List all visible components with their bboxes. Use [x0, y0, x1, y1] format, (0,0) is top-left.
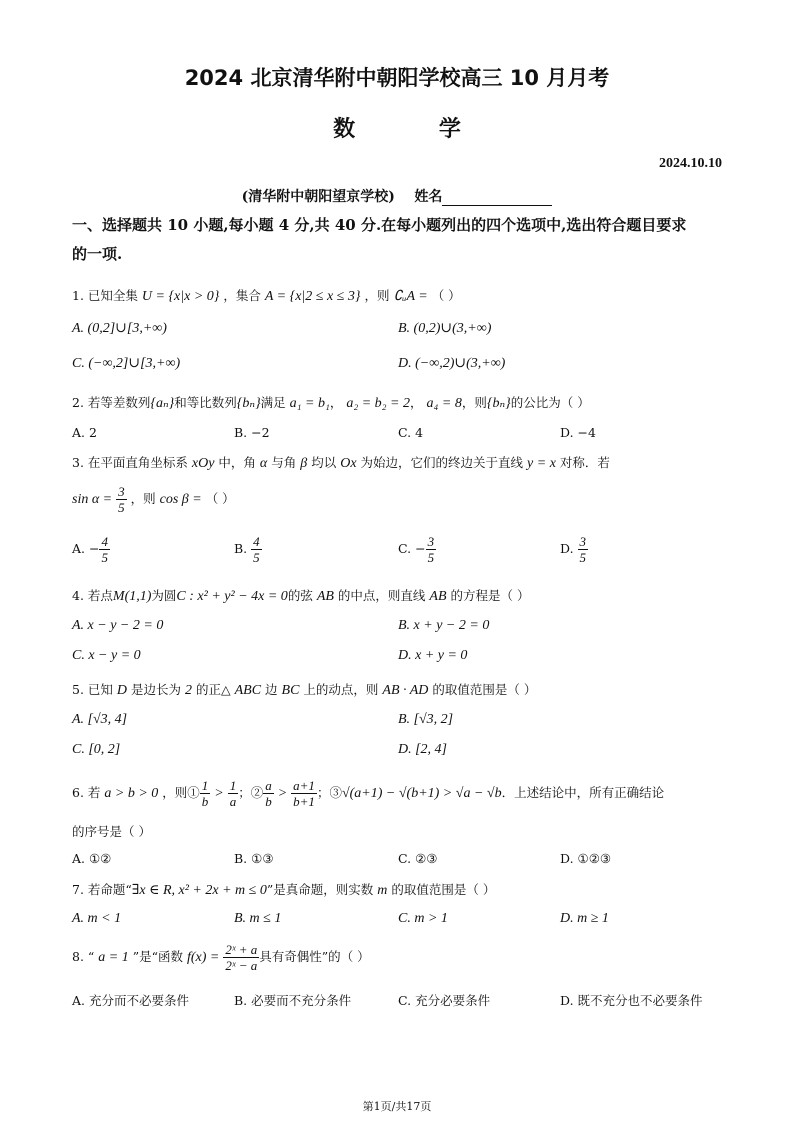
exam-date: 2024.10.10: [659, 156, 722, 171]
q4-text: 的方程是（ ）: [450, 588, 530, 603]
q6-frac-1: [200, 778, 211, 809]
page-number: 第1页/共17页: [362, 1100, 432, 1113]
option-fraction: [578, 534, 589, 565]
q5-triangle: ABC: [234, 683, 262, 698]
q2-text: ，: [329, 395, 343, 410]
q1-complement: ∁ᵤA =: [393, 289, 428, 304]
q2-eq2: a₂ = b₂ = 2: [346, 396, 410, 411]
q1-option-b[interactable]: B. (0,2)∪(3,+∞): [398, 321, 492, 336]
q5-side-bc: BC: [281, 683, 300, 698]
q3-ox: Ox: [340, 456, 357, 471]
q3-fraction: [116, 484, 127, 515]
fraction-numerator: 4: [253, 534, 260, 549]
q2-option-d[interactable]: D. −4: [560, 425, 596, 440]
q5-text: 的取值范围是（ ）: [432, 682, 537, 697]
question-3-stem: [72, 453, 610, 472]
fraction-denominator: 5: [579, 550, 587, 565]
school-line: [0, 186, 794, 206]
q8-text: 8. “: [72, 949, 95, 964]
fraction-denominator: 5: [427, 550, 435, 565]
q6-text: ．上述结论中，所有正确结论: [501, 785, 665, 800]
option-sign: −: [89, 541, 100, 556]
q3-sin: sin α =: [72, 492, 113, 507]
q7-text: 的取值范围是（ ）: [391, 882, 496, 897]
q6-frac-2: [228, 778, 239, 809]
q3-text: 与角: [271, 455, 297, 470]
q6-text: ；②: [238, 785, 264, 800]
q4-ab: AB: [429, 589, 447, 604]
q6-sqrt-ineq: √(a+1) − √(b+1) > √a − √b: [341, 786, 502, 801]
option-label: A.: [72, 541, 86, 556]
q8-condition: a = 1: [98, 950, 129, 965]
q6-text: ，则①: [162, 785, 200, 800]
q5-text: 的正△: [195, 682, 231, 697]
q5-text: 边: [265, 682, 278, 697]
q3-beta: β: [300, 456, 308, 471]
q3-option-d[interactable]: [560, 534, 588, 565]
q7-option-c[interactable]: C. m > 1: [398, 911, 448, 926]
fraction-denominator: a: [229, 794, 237, 809]
q5-point-d: D: [116, 683, 128, 698]
fraction-numerator: 3: [118, 484, 125, 499]
question-3-stem-line2: [72, 484, 235, 515]
name-label: 姓名: [414, 189, 443, 205]
q3-coord: xOy: [191, 456, 215, 471]
q7-m: m: [377, 883, 388, 898]
fraction-denominator: b: [265, 794, 272, 809]
option-fraction: [99, 534, 110, 565]
fraction-numerator: a+1: [293, 778, 315, 793]
q8-option-c[interactable]: C. 充分必要条件: [398, 993, 491, 1008]
q1-answer-blank: （ ）: [431, 288, 461, 303]
q4-text: 的中点，则直线: [337, 588, 426, 603]
q4-circle: C : x² + y² − 4x = 0: [176, 589, 288, 604]
option-label: C.: [398, 541, 412, 556]
fraction-numerator: 3: [579, 534, 587, 549]
q2-eq1: a₁ = b₁: [289, 396, 330, 411]
fraction-denominator: 5: [118, 500, 125, 515]
q4-text: 4. 若点: [72, 588, 113, 603]
q2-option-a[interactable]: A. 2: [72, 425, 97, 440]
q2-text: 满足: [260, 395, 286, 410]
q7-proposition: ∃x ∈ R, x² + 2x + m ≤ 0: [131, 883, 267, 898]
q3-text: 中，角: [218, 455, 256, 470]
q3-text: 为始边，它们的终边关于直线: [360, 455, 524, 470]
q1-text: ，集合: [223, 288, 261, 303]
section-heading-cont: 的一项.: [72, 245, 123, 263]
fraction-numerator: 1: [229, 778, 237, 793]
q4-option-c[interactable]: C. x − y = 0: [72, 648, 141, 663]
q2-eq3: a₄ = 8: [426, 396, 462, 411]
section-heading: 一、选择题共 10 小题,每小题 4 分,共 40 分.在每小题列出的四个选项中,选出符合题目要求: [72, 216, 687, 234]
q6-gt: >: [277, 786, 288, 801]
q8-text: 具有奇偶性”的（ ）: [259, 949, 370, 964]
q1-option-d[interactable]: D. (−∞,2)∪(3,+∞): [398, 356, 506, 371]
q3-option-b[interactable]: [234, 534, 262, 565]
q1-universal-set: U = {x|x > 0}: [141, 289, 220, 304]
q5-option-a[interactable]: A. [√3, 4]: [72, 712, 128, 727]
q7-text: 7. 若命题“: [72, 882, 132, 897]
question-1-stem: [72, 286, 461, 305]
option-fraction: [426, 534, 437, 565]
q3-text: ，则: [130, 491, 156, 506]
q8-fraction: [223, 942, 259, 973]
subject-title: 数 学: [333, 117, 499, 142]
question-7-stem: [72, 880, 495, 899]
q8-text: ”是“函数: [132, 949, 183, 964]
q6-option-a[interactable]: A. ①②: [72, 851, 112, 866]
q2-text: 和等比数列: [174, 395, 237, 410]
q6-gt: >: [214, 786, 224, 801]
q3-option-c[interactable]: [398, 534, 436, 565]
q7-option-a[interactable]: A. m < 1: [72, 911, 122, 926]
fraction-denominator: b+1: [293, 794, 315, 809]
q2-option-b[interactable]: B. −2: [234, 425, 270, 440]
q2-text: ，则: [461, 395, 487, 410]
q6-text: ；③: [316, 785, 342, 800]
q3-option-a[interactable]: [72, 534, 110, 565]
fraction-denominator: b: [201, 794, 209, 809]
q5-option-b[interactable]: B. [√3, 2]: [398, 712, 454, 727]
q6-option-b[interactable]: B. ①③: [234, 851, 274, 866]
fraction-denominator: 5: [101, 550, 108, 565]
fraction-numerator: 3: [427, 534, 435, 549]
q7-text: ”是真命题，则实数: [266, 882, 374, 897]
q7-option-d[interactable]: D. m ≥ 1: [560, 911, 609, 926]
option-label: B.: [234, 541, 248, 556]
q6-condition: a > b > 0: [104, 786, 159, 801]
q5-option-c[interactable]: C. [0, 2]: [72, 742, 121, 757]
q2-text: ，: [410, 395, 423, 410]
q3-line: y = x: [527, 456, 556, 471]
q2-seq-b: {bₙ}: [236, 396, 261, 411]
q4-option-d[interactable]: D. x + y = 0: [398, 648, 468, 663]
school-name: (清华附中朝阳望京学校): [241, 189, 395, 205]
q6-text: 6. 若: [72, 785, 101, 800]
q4-text: 的弦: [287, 588, 313, 603]
fraction-numerator: 2ˣ + a: [225, 942, 258, 957]
q8-function: f(x) =: [186, 950, 220, 965]
q3-text: 对称．若: [559, 455, 610, 470]
q5-text: 上的动点，则: [303, 682, 379, 697]
option-label: D.: [560, 541, 574, 556]
q4-ab: AB: [316, 589, 334, 604]
q3-text: 3. 在平面直角坐标系: [72, 455, 188, 470]
q5-text: 是边长为: [131, 682, 182, 697]
q5-side: 2: [185, 683, 192, 698]
q7-option-b[interactable]: B. m ≤ 1: [234, 911, 282, 926]
q1-text: 1. 已知全集: [72, 288, 138, 303]
q8-option-b[interactable]: B. 必要而不充分条件: [234, 993, 352, 1008]
question-2-stem: [72, 393, 590, 412]
q6-frac-4: [291, 778, 317, 809]
name-blank[interactable]: [442, 191, 552, 206]
question-5-stem: [72, 680, 536, 699]
q5-text: 5. 已知: [72, 682, 113, 697]
q4-point: M(1,1): [112, 589, 152, 604]
question-6-stem-line2: 的序号是（ ）: [72, 824, 151, 839]
q5-option-d[interactable]: D. [2, 4]: [398, 742, 448, 757]
fraction-denominator: 2ˣ − a: [225, 958, 258, 973]
fraction-denominator: 5: [253, 550, 260, 565]
q4-option-a[interactable]: A. x − y − 2 = 0: [72, 618, 164, 633]
q4-text: 为圆: [151, 588, 177, 603]
option-sign: −: [415, 541, 426, 556]
q6-option-d[interactable]: D. ①②③: [560, 851, 612, 866]
q2-option-c[interactable]: C. 4: [398, 425, 424, 440]
q2-seq-b: {bₙ}: [486, 396, 511, 411]
q8-option-d[interactable]: D. 既不充分也不必要条件: [560, 993, 703, 1008]
question-4-stem: [72, 586, 529, 605]
q4-option-b[interactable]: B. x + y − 2 = 0: [398, 618, 490, 633]
q3-alpha: α: [259, 456, 268, 471]
fraction-numerator: a: [265, 778, 272, 793]
question-6-stem: [72, 778, 664, 809]
q2-text: 的公比为（ ）: [510, 395, 590, 410]
q1-option-a[interactable]: A. (0,2]∪[3,+∞): [72, 321, 167, 336]
question-8-stem: [72, 942, 370, 973]
q8-option-a[interactable]: A. 充分而不必要条件: [72, 993, 189, 1008]
q1-set-a: A = {x|2 ≤ x ≤ 3}: [264, 289, 361, 304]
q3-text: 均以: [311, 455, 337, 470]
q2-seq-a: {aₙ}: [150, 396, 175, 411]
q1-text: ，则: [364, 288, 390, 303]
q5-dot-product: AB · AD: [382, 683, 429, 698]
q3-answer-blank: （ ）: [205, 491, 235, 506]
q6-option-c[interactable]: C. ②③: [398, 851, 438, 866]
q6-frac-3: [263, 778, 274, 809]
exam-title: 2024 北京清华附中朝阳学校高三 10 月月考: [184, 66, 610, 90]
fraction-numerator: 4: [101, 534, 108, 549]
fraction-numerator: 1: [201, 778, 209, 793]
q3-cos: cos β =: [159, 492, 202, 507]
q2-text: 2. 若等差数列: [72, 395, 151, 410]
q1-option-c[interactable]: C. (−∞,2]∪[3,+∞): [72, 356, 181, 371]
option-fraction: [251, 534, 262, 565]
